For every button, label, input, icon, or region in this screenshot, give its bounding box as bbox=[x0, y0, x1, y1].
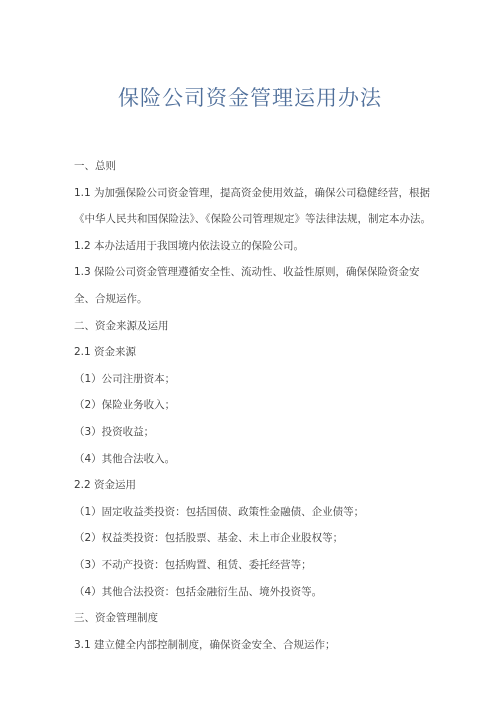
paragraph-line: 全、合规运作。 bbox=[74, 292, 148, 305]
list-item: （4）其他合法收入。 bbox=[74, 452, 176, 465]
document-body bbox=[74, 153, 434, 658]
paragraph-line: 1.3 保险公司资金管理遵循安全性、流动性、收益性原则，确保保险资金安 bbox=[74, 266, 420, 279]
list-item: （3）投资收益； bbox=[74, 425, 155, 438]
subsection-heading: 2.1 资金来源 bbox=[74, 346, 137, 359]
section-heading-general: 一、总则 bbox=[74, 160, 116, 172]
paragraph-line: 3.1 建立健全内部控制制度，确保资金安全、合规运作； bbox=[74, 638, 336, 651]
list-item: （1）公司注册资本； bbox=[74, 372, 176, 385]
list-item: （3）不动产投资：包括购置、租赁、委托经营等； bbox=[74, 558, 312, 571]
paragraph-line: 1.1 为加强保险公司资金管理，提高资金使用效益，确保公司稳健经营，根据 bbox=[74, 186, 431, 199]
document-title: 保险公司资金管理运用办法 bbox=[118, 86, 382, 110]
list-item: （4）其他合法投资：包括金融衍生品、境外投资等。 bbox=[74, 585, 323, 598]
paragraph-line: 1.2 本办法适用于我国境内依法设立的保险公司。 bbox=[74, 239, 305, 252]
section-heading-funds: 二、资金来源及运用 bbox=[74, 319, 169, 332]
list-item: （2）权益类投资：包括股票、基金、未上市企业股权等； bbox=[74, 532, 344, 545]
paragraph-line: 《中华人民共和国保险法》、《保险公司管理规定》等法律法规，制定本办法。 bbox=[74, 213, 431, 226]
subsection-heading: 2.2 资金运用 bbox=[74, 479, 137, 492]
list-item: （2）保险业务收入； bbox=[74, 399, 176, 412]
section-heading-management: 三、资金管理制度 bbox=[74, 612, 158, 625]
list-item: （1）固定收益类投资：包括国债、政策性金融债、企业债等； bbox=[74, 505, 365, 518]
